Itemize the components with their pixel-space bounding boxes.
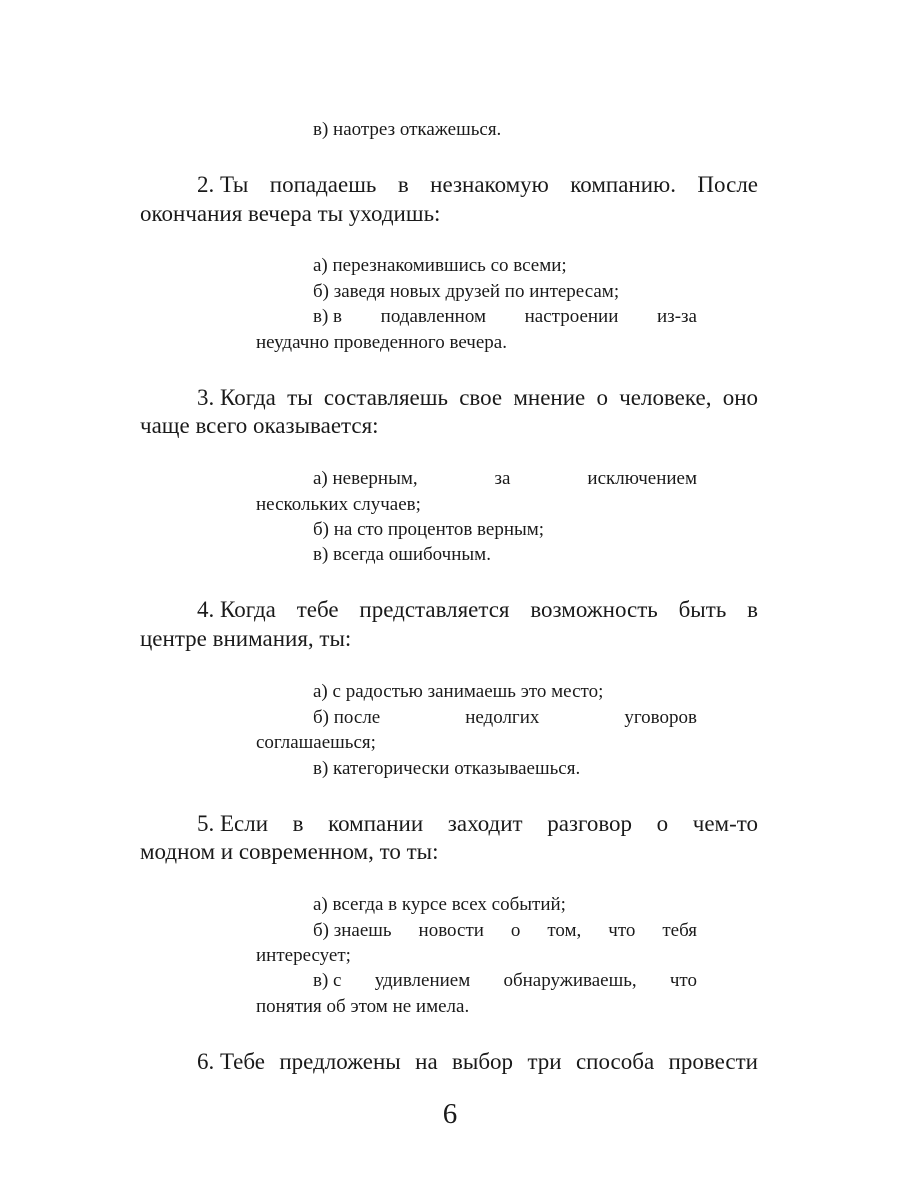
word: из-за [657, 306, 697, 327]
word: разговор [547, 811, 633, 836]
word: что [608, 920, 636, 941]
word: 2. Ты [197, 172, 249, 197]
word: б) знаешь [313, 920, 392, 941]
question-3-line-2: чаще всего оказывается: [140, 413, 379, 438]
word: 6. Тебе [197, 1049, 265, 1074]
word: на [415, 1049, 438, 1074]
word: том, [547, 920, 582, 941]
word: человеке, [619, 385, 712, 410]
q3-answer-b: б) на сто процентов верным; [313, 519, 545, 540]
word: тебя [662, 920, 697, 941]
question-4-line-1 [197, 598, 758, 621]
word: составляешь [323, 385, 448, 410]
word: удивлением [374, 970, 471, 991]
word: обнаруживаешь, [503, 970, 637, 991]
word: недолгих [465, 707, 540, 728]
word: в) с [313, 970, 342, 991]
q2-answer-b: б) заведя новых друзей по интересам; [313, 281, 620, 302]
word: о [596, 385, 608, 410]
word: чем-то [692, 811, 758, 836]
q5-answer-b-line-1 [313, 921, 697, 940]
word: компанию. [570, 172, 676, 197]
q4-answer-c: в) категорически отказываешься. [313, 758, 581, 779]
word: возможность [530, 597, 658, 622]
q5-answer-b-line-2: интересует; [256, 945, 351, 966]
word: выбор [452, 1049, 514, 1074]
word: После [697, 172, 758, 197]
page-number: 6 [442, 1098, 458, 1130]
word: оно [722, 385, 758, 410]
q5-answer-c-line-2: понятия об этом не имела. [256, 996, 470, 1017]
word: за [494, 468, 511, 489]
question-5-line-2: модном и современном, то ты: [140, 839, 439, 864]
q3-answer-a-line-1 [313, 469, 697, 488]
word: предложены [279, 1049, 401, 1074]
word: б) после [313, 707, 381, 728]
q4-answer-b-line-1 [313, 708, 697, 727]
question-3-line-1 [197, 386, 758, 409]
word: подавленном [380, 306, 487, 327]
word: компании [328, 811, 424, 836]
q1-answer-c: в) наотрез откажешься. [313, 119, 502, 140]
q5-answer-a: а) всегда в курсе всех событий; [313, 894, 566, 915]
word: уговоров [624, 707, 697, 728]
word: тебе [296, 597, 339, 622]
question-2-line-1 [197, 173, 758, 196]
question-5-line-1 [197, 812, 758, 835]
word: незнакомую [430, 172, 549, 197]
q5-answer-c-line-1 [313, 971, 697, 990]
q3-answer-a-line-2: нескольких случаев; [256, 494, 421, 515]
word: попадаешь [269, 172, 377, 197]
word: что [669, 970, 697, 991]
question-2-line-2: окончания вечера ты уходишь: [140, 201, 441, 226]
question-6-line-1 [197, 1050, 758, 1073]
word: 4. Когда [197, 597, 276, 622]
q2-answer-c-line-1 [313, 307, 697, 326]
word: 3. Когда [197, 385, 276, 410]
q2-answer-a: а) перезнакомившись со всеми; [313, 255, 567, 276]
word: 5. Если [197, 811, 269, 836]
q4-answer-a: а) с радостью занимаешь это место; [313, 681, 604, 702]
word: заходит [447, 811, 523, 836]
q2-answer-c-line-2: неудачно проведенного вечера. [256, 332, 507, 353]
word: исключением [587, 468, 697, 489]
word: настроении [524, 306, 619, 327]
word: в [397, 172, 409, 197]
question-4-line-2: центре внимания, ты: [140, 626, 352, 651]
word: три [527, 1049, 562, 1074]
word: свое [459, 385, 503, 410]
word: мнение [513, 385, 586, 410]
word: в) в [313, 306, 343, 327]
word: в [292, 811, 304, 836]
word: способа [575, 1049, 655, 1074]
q4-answer-b-line-2: соглашаешься; [256, 732, 376, 753]
q3-answer-c: в) всегда ошибочным. [313, 544, 491, 565]
word: о [510, 920, 521, 941]
word: новости [418, 920, 484, 941]
word: о [656, 811, 669, 836]
word: ты [287, 385, 313, 410]
word: представляется [359, 597, 510, 622]
word: быть [678, 597, 727, 622]
word: в [747, 597, 758, 622]
word: провести [668, 1049, 758, 1074]
word: а) неверным, [313, 468, 418, 489]
